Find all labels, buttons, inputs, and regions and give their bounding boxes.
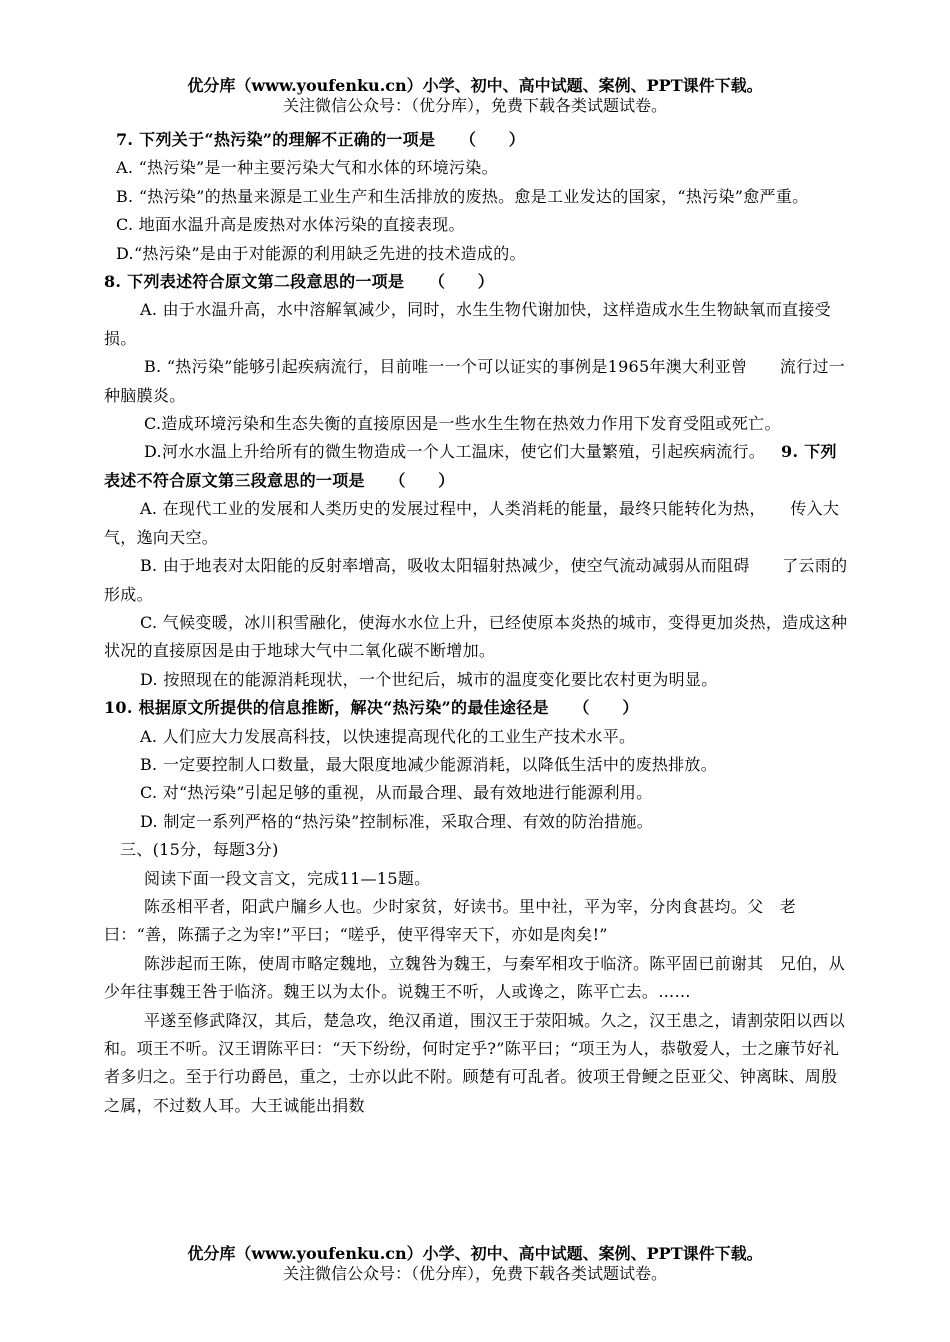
q7-option-a: A. “热污染”是一种主要污染大气和水体的环境污染。 [116,158,498,178]
page-header [0,76,950,116]
footer-line-1: 优分库（www.youfenku.cn）小学、初中、高中试题、案例、PPT课件下载。 [187,1244,763,1263]
q7-option-c: C. 地面水温升高是废热对水体污染的直接表现。 [116,215,465,235]
q9-option-b: B. 由于地表对太阳能的反射率增高，吸收太阳辐射热减少，使空气流动减弱从而阻碍 了云雨的形成。 [104,556,848,604]
q8-option-c: C.造成环境污染和生态失衡的直接原因是一些水生生物在热效力作用下发育受阻或死亡。 [144,414,781,434]
q8-option-d-text: D.河水水温上升给所有的微生物造成一个人工温床，使它们大量繁殖，引起疾病流行。 [144,442,766,462]
q10-option-c: C. 对“热污染”引起足够的重视，从而最合理、最有效地进行能源利用。 [140,783,653,803]
q9-option-a: A. 在现代工业的发展和人类历史的发展过程中，人类消耗的能量，最终只能转化为热， 传入大气，逸向天空。 [104,499,840,547]
q10-option-d: D. 制定一系列严格的“热污染”控制标准，采取合理、有效的防治措施。 [140,811,653,831]
q7-option-d: D.“热污染”是由于对能源的利用缺乏先进的技术造成的。 [116,243,526,263]
q8-option-b: B. “热污染”能够引起疾病流行，目前唯一一个可以证实的事例是1965年澳大利亚曾 流行过一种脑膜炎。 [104,357,846,405]
q10-option-b: B. 一定要控制人口数量，最大限度地减少能源消耗，以降低生活中的废热排放。 [140,754,718,774]
q9-option-c: C. 气候变暖，冰川积雪融化，使海水水位上升，已经使原本炎热的城市，变得更加炎热，造成这种状况的直接原因是由于地球大气中二氧化碳不断增加。 [104,612,848,661]
footer-line-2: 关注微信公众号：（优分库），免费下载各类试题试卷。 [282,1264,667,1283]
header-line-1: 优分库（www.youfenku.cn）小学、初中、高中试题、案例、PPT课件下载。 [187,76,763,95]
document-body [104,126,850,1120]
q8-stem: 8. 下列表述符合原文第二段意思的一项是 （ ） [104,272,495,292]
q8-option-a: A. 由于水温升高，水中溶解氧减少，同时，水生生物代谢加快，这样造成水生生物缺氧而直接受损。 [104,300,831,348]
section3-intro: 阅读下面一段文言文，完成11—15题。 [144,868,431,888]
q10-stem: 10. 根据原文所提供的信息推断，解决“热污染”的最佳途径是 （ ） [104,698,639,718]
passage-paragraph-1: 陈丞相平者，阳武户牖乡人也。少时家贫，好读书。里中社，平为宰，分肉食甚均。父 老曰：“善，陈孺子之为宰!”平曰；“嗟乎，使平得宰天下，亦如是肉矣!” [104,896,797,945]
q7-stem: 7. 下列关于“热污染”的理解不正确的一项是 （ ） [116,130,526,149]
page-footer [0,1244,950,1284]
section3-heading: 三、(15分，每题3分) [120,840,279,860]
q7-option-b: B. “热污染”的热量来源是工业生产和生活排放的废热。愈是工业发达的国家，“热污染”愈严重。 [116,186,809,206]
header-line-2: 关注微信公众号：（优分库），免费下载各类试题试卷。 [282,96,667,115]
q9-stem: 9. 下列表述不符合原文第三段意思的一项是 （ ） [104,442,837,490]
q8-option-d [104,438,850,495]
q10-option-a: A. 人们应大力发展高科技，以快速提高现代化的工业生产技术水平。 [140,726,636,746]
passage-paragraph-2: 陈涉起而王陈，使周市略定魏地，立魏咎为魏王，与秦军相攻于临济。陈平固已前谢其 兄伯，从少年往事魏王咎于临济。魏王以为太仆。说魏王不听，人或谗之，陈平亡去。…… [104,953,845,1002]
passage-paragraph-3: 平遂至修武降汉，其后，楚急攻，绝汉甬道，围汉王于荥阳城。久之，汉王患之，请割荥阳以西以和。项王不听。汉王谓陈平曰：“天下纷纷，何时定乎?”陈平曰；“项王为人，恭敬爱人，士之廉节好礼者多归之。至于行功爵邑，重之，士亦以此不附。顾楚有可乱者。彼项王骨鲠之臣亚父、钟离眜、周殷之属，不过数人耳。大王诚能出捐数 [104,1010,845,1115]
q9-option-d: D. 按照现在的能源消耗现状，一个世纪后，城市的温度变化要比农村更为明显。 [140,669,718,689]
